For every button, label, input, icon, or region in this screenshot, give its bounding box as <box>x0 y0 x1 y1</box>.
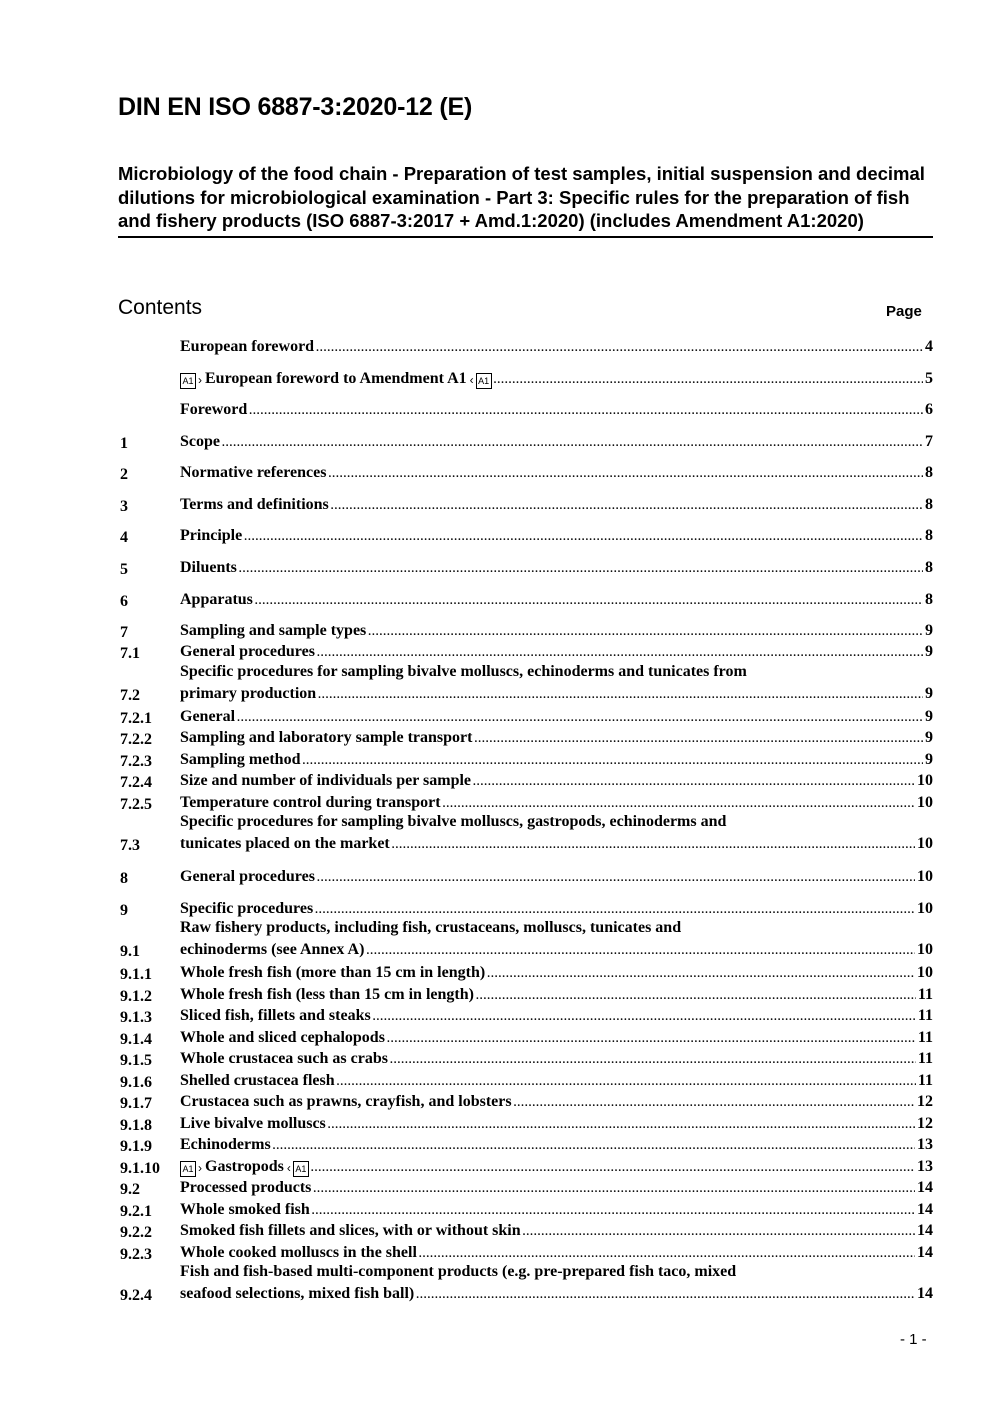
dot-leader <box>328 464 923 486</box>
toc-entry-page: 5 <box>925 370 933 387</box>
toc-entry-title: Smoked fish fillets and slices, with or without skin <box>180 1222 521 1239</box>
toc-entry-number: 7.2.2 <box>120 731 152 748</box>
toc-entry-number: 9.1.7 <box>120 1095 152 1112</box>
toc-entry-page: 14 <box>917 1284 933 1302</box>
toc-entry-number: 7.2.5 <box>120 796 152 813</box>
document-id: DIN EN ISO 6887-3:2020-12 (E) <box>118 93 473 121</box>
toc-entry-number: 7.2 <box>120 686 140 704</box>
toc-entry-page: 10 <box>917 900 933 917</box>
toc-entry-title: Principle <box>180 527 243 544</box>
toc-entry-title: seafood selections, mixed fish ball) <box>180 1284 415 1302</box>
toc-entry-page: 11 <box>917 986 933 1003</box>
toc-entry[interactable] <box>120 1113 933 1137</box>
toc-entry-number: 7.2.3 <box>120 753 152 770</box>
toc-entry-number: 9.1.1 <box>120 966 152 983</box>
toc-entry[interactable] <box>120 525 933 549</box>
toc-entry-title: tunicates placed on the market <box>180 834 390 852</box>
toc-entry-title: primary production <box>180 684 317 702</box>
toc-entry[interactable] <box>120 749 933 773</box>
toc-entry-title: Live bivalve molluscs <box>180 1115 326 1132</box>
document-title: Microbiology of the food chain - Preparation of test samples, initial suspension and decimal dilutions for microbiological examination - Part 3: Specific rules for the preparation of fish and fishery products (ISO 6887-3:2017 + Amd.1:2020) (includes Amendment A1:2020) <box>118 162 933 238</box>
toc-entry-page: 8 <box>925 559 933 576</box>
toc-entry-number: 9.1.5 <box>120 1052 152 1069</box>
toc-entry-page: 10 <box>917 940 933 958</box>
toc-entry[interactable] <box>120 494 933 518</box>
toc-entry[interactable] <box>120 663 933 706</box>
toc-entry[interactable] <box>120 866 933 890</box>
dot-leader <box>318 685 923 707</box>
toc-entry-title: Whole fresh fish (less than 15 cm in length) <box>180 986 474 1003</box>
toc-entry[interactable] <box>120 1070 933 1094</box>
toc-entry-number: 7.1 <box>120 645 140 662</box>
toc-entry-page: 9 <box>925 729 933 746</box>
toc-entry-title: Whole and sliced cephalopods <box>180 1029 385 1046</box>
toc-entry-number: 6 <box>120 593 128 610</box>
toc-entry[interactable] <box>120 589 933 613</box>
toc-entry[interactable] <box>120 1220 933 1244</box>
toc-entry-title: Sampling method <box>180 751 301 768</box>
toc-entry-number: 7.3 <box>120 836 140 854</box>
page-number: - 1 - <box>900 1331 927 1348</box>
toc-entry-page: 12 <box>917 1115 933 1132</box>
toc-entry-number: 9.1.6 <box>120 1074 152 1091</box>
amendment-end-icon: ‹ A1 <box>476 373 492 389</box>
toc-entry-page: 4 <box>925 338 933 355</box>
toc-entry-page: 9 <box>925 751 933 768</box>
toc-entry-title: Specific procedures <box>180 900 314 917</box>
toc-entry-title: Foreword <box>180 401 248 418</box>
toc-entry-title: echinoderms (see Annex A) <box>180 940 365 958</box>
toc-entry-page: 10 <box>917 834 933 852</box>
toc-entry-page: 8 <box>925 591 933 608</box>
toc-entry-page: 13 <box>917 1136 933 1153</box>
toc-entry-page: 10 <box>917 794 933 811</box>
toc-entry-page: 8 <box>925 527 933 544</box>
toc-entry-number: 1 <box>120 435 128 452</box>
toc-entry[interactable] <box>120 727 933 751</box>
dot-leader <box>273 1136 915 1158</box>
toc-entry[interactable] <box>120 919 933 962</box>
toc-entry-page: 10 <box>917 964 933 981</box>
amendment-start-icon: A1 › <box>180 373 196 389</box>
toc-entry[interactable] <box>120 431 933 455</box>
toc-entry-number: 3 <box>120 498 128 515</box>
toc-entry-page: 6 <box>925 401 933 418</box>
toc-entry-number: 2 <box>120 466 128 483</box>
dot-leader <box>494 370 923 392</box>
toc-entry-page: 8 <box>925 464 933 481</box>
toc-entry-number: 9.1.8 <box>120 1117 152 1134</box>
toc-entry-title: General procedures <box>180 643 315 660</box>
dot-leader <box>473 772 915 794</box>
toc-entry[interactable] <box>120 1263 933 1306</box>
toc-entry[interactable] <box>120 336 933 360</box>
toc-entry[interactable] <box>120 813 933 856</box>
dot-leader <box>244 527 923 549</box>
dot-leader <box>487 964 915 986</box>
toc-entry[interactable] <box>120 1134 933 1158</box>
toc-entry-number: 4 <box>120 529 128 546</box>
toc-entry-title: Whole smoked fish <box>180 1201 310 1218</box>
toc-entry-number: 9.1.3 <box>120 1009 152 1026</box>
toc-entry-title-line: Specific procedures for sampling bivalve molluscs, gastropods, echinoderms and <box>180 813 727 830</box>
page-column-heading: Page <box>886 303 922 320</box>
toc-entry-number: 7.2.1 <box>120 710 152 727</box>
toc-entry-title: Sampling and sample types <box>180 622 367 639</box>
dot-leader <box>514 1093 915 1115</box>
toc-entry-page: 10 <box>917 868 933 885</box>
toc-entry-title: Whole fresh fish (more than 15 cm in length) <box>180 964 486 981</box>
toc-entry-title: Normative references <box>180 464 327 481</box>
toc-entry-number: 9.2 <box>120 1181 140 1198</box>
amendment-end-icon: ‹ A1 <box>293 1161 309 1177</box>
toc-entry[interactable] <box>120 1156 933 1180</box>
toc-entry-number: 7 <box>120 624 128 641</box>
dot-leader <box>239 559 923 581</box>
toc-entry-title-line: Fish and fish-based multi-component products (e.g. pre-prepared fish taco, mixed <box>180 1263 737 1280</box>
toc-entry[interactable] <box>120 399 933 423</box>
toc-entry-page: 13 <box>917 1158 933 1175</box>
toc-entry-title: Scope <box>180 433 220 450</box>
toc-entry[interactable] <box>120 984 933 1008</box>
toc-entry-title: Shelled crustacea flesh <box>180 1072 335 1089</box>
toc-entry-number: 9.1.2 <box>120 988 152 1005</box>
toc-entry-title: Whole crustacea such as crabs <box>180 1050 388 1067</box>
dot-leader <box>316 338 923 360</box>
toc-entry[interactable] <box>120 1177 933 1201</box>
toc-entry-title: Gastropods <box>205 1158 284 1175</box>
toc-entry-title: Size and number of individuals per sample <box>180 772 472 789</box>
dot-leader <box>523 1222 915 1244</box>
toc-entry-number: 9.2.4 <box>120 1286 152 1304</box>
dot-leader <box>390 1050 916 1072</box>
toc-entry-title: Processed products <box>180 1179 312 1196</box>
toc-entry-title: Sliced fish, fillets and steaks <box>180 1007 371 1024</box>
toc-entry[interactable] <box>120 706 933 730</box>
dot-leader <box>313 1179 915 1201</box>
toc-entry[interactable] <box>120 1027 933 1051</box>
amendment-start-icon: A1 › <box>180 1161 196 1177</box>
toc-entry[interactable] <box>120 962 933 986</box>
toc-entry-title: Terms and definitions <box>180 496 329 513</box>
dot-leader <box>317 868 915 890</box>
toc-entry[interactable] <box>120 1048 933 1072</box>
toc-entry-title: European foreword <box>180 338 315 355</box>
toc-entry-page: 12 <box>917 1093 933 1110</box>
toc-entry-title: Sampling and laboratory sample transport <box>180 729 473 746</box>
dot-leader <box>249 401 923 423</box>
toc-entry-number: 5 <box>120 561 128 578</box>
toc-entry-title: Temperature control during transport <box>180 794 441 811</box>
toc-entry-page: 11 <box>917 1050 933 1067</box>
toc-entry-page: 11 <box>917 1072 933 1089</box>
toc-entry-title: Echinoderms <box>180 1136 271 1153</box>
toc-entry[interactable] <box>120 462 933 486</box>
toc-entry-page: 11 <box>917 1029 933 1046</box>
toc-entry-title: Crustacea such as prawns, crayfish, and lobsters <box>180 1093 512 1110</box>
dot-leader <box>373 1007 916 1029</box>
toc-entry-number: 9.2.1 <box>120 1203 152 1220</box>
toc-entry-page: 8 <box>925 496 933 513</box>
dot-leader <box>222 433 923 455</box>
toc-entry-number: 9.2.3 <box>120 1246 152 1263</box>
toc-entry-title: General procedures <box>180 868 315 885</box>
toc-entry-page: 14 <box>917 1222 933 1239</box>
dot-leader <box>392 835 915 857</box>
toc-entry-title: Apparatus <box>180 591 253 608</box>
toc-entry-page: 10 <box>917 772 933 789</box>
toc-entry[interactable] <box>120 770 933 794</box>
toc-entry-number: 9.2.2 <box>120 1224 152 1241</box>
toc-entry-title-line: Raw fishery products, including fish, crustaceans, molluscs, tunicates and <box>180 919 682 936</box>
toc-entry-title: Diluents <box>180 559 237 576</box>
toc-entry-page: 9 <box>925 684 933 702</box>
toc-entry[interactable] <box>120 1005 933 1029</box>
toc-entry-number: 7.2.4 <box>120 774 152 791</box>
toc-entry-page: 9 <box>925 643 933 660</box>
toc-entry-page: 11 <box>917 1007 933 1024</box>
toc-entry-page: 14 <box>917 1179 933 1196</box>
toc-entry-page: 14 <box>917 1244 933 1261</box>
toc-entry-page: 9 <box>925 622 933 639</box>
toc-entry-number: 9 <box>120 902 128 919</box>
toc-entry-title: European foreword to Amendment A1 <box>205 370 467 387</box>
toc-entry-number: 9.1.9 <box>120 1138 152 1155</box>
dot-leader <box>331 496 923 518</box>
dot-leader <box>474 729 923 751</box>
toc-entry-number: 9.1.4 <box>120 1031 152 1048</box>
toc-entry[interactable] <box>120 1199 933 1223</box>
toc-entry[interactable] <box>120 557 933 581</box>
toc-entry-title: General <box>180 708 236 725</box>
dot-leader <box>366 941 915 963</box>
toc-entry[interactable] <box>120 1091 933 1115</box>
toc-entry-title: Whole cooked molluscs in the shell <box>180 1244 417 1261</box>
toc-entry-title-line: Specific procedures for sampling bivalve molluscs, echinoderms and tunicates from <box>180 663 747 680</box>
toc-entry-number: 9.1 <box>120 942 140 960</box>
dot-leader <box>255 591 923 613</box>
toc-entry-page: 7 <box>925 433 933 450</box>
dot-leader <box>416 1285 915 1307</box>
toc-entry[interactable] <box>120 368 933 392</box>
toc-entry-page: 9 <box>925 708 933 725</box>
toc-entry-page: 14 <box>917 1201 933 1218</box>
contents-heading: Contents <box>118 296 203 319</box>
toc-entry-number: 8 <box>120 870 128 887</box>
toc-entry-number: 9.1.10 <box>120 1160 160 1177</box>
toc-entry[interactable] <box>120 620 933 644</box>
